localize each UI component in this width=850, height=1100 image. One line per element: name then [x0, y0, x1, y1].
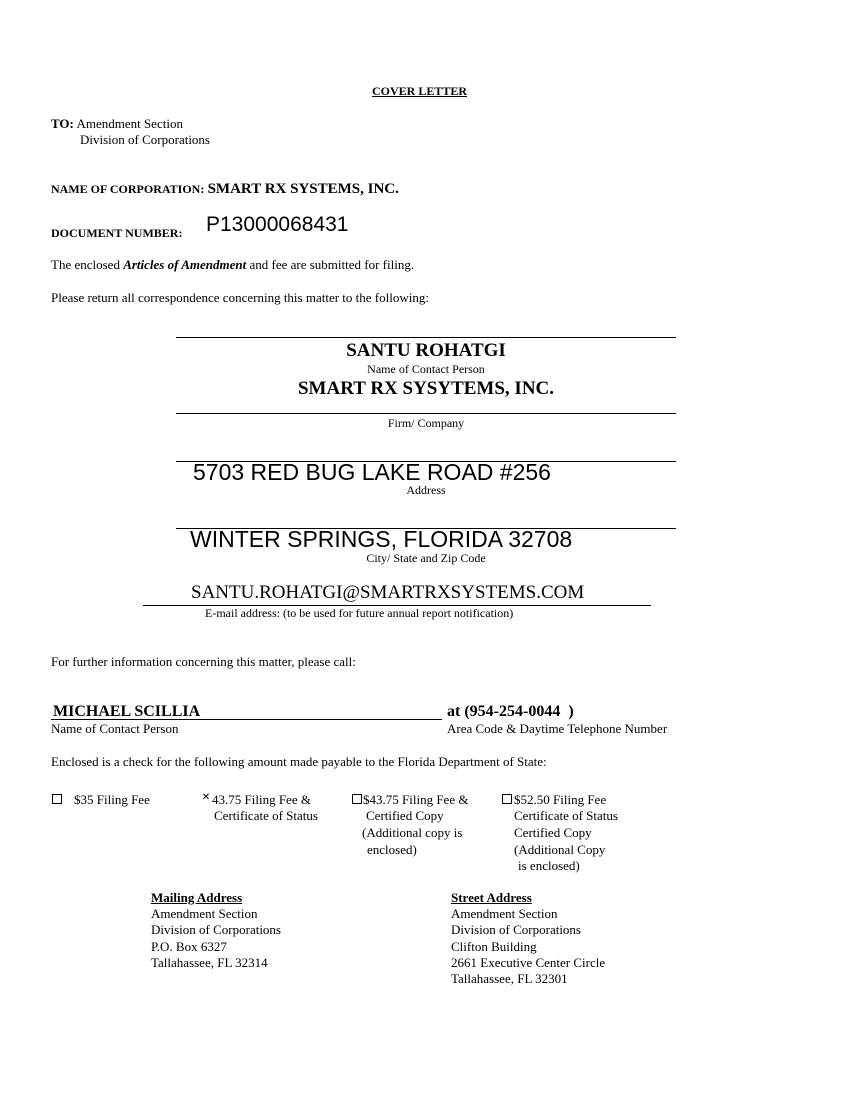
firm-underline: [176, 413, 676, 414]
fee-35-label: $35 Filing Fee: [74, 792, 150, 807]
return-instructions: Please return all correspondence concerning this matter to the following:: [51, 290, 429, 305]
to-line2: Division of Corporations: [80, 132, 210, 147]
contact-name-label: Name of Contact Person: [367, 362, 485, 376]
document-number-label: DOCUMENT NUMBER:: [51, 226, 183, 240]
to-block: [51, 116, 183, 132]
fee-checkbox-52-50[interactable]: [502, 794, 512, 804]
caller-name: MICHAEL SCILLIA: [53, 703, 201, 720]
contact-email: SANTU.ROHATGI@SMARTRXSYSTEMS.COM: [191, 582, 585, 603]
fee-52-50-line3: Certified Copy: [514, 825, 592, 840]
corporation-field: [51, 181, 399, 198]
check-statement: Enclosed is a check for the following amount made payable to the Florida Department of State:: [51, 754, 547, 769]
street-line4: 2661 Executive Center Circle: [451, 955, 606, 970]
fee-checkbox-43-75-copy[interactable]: [352, 794, 362, 804]
contact-firm: SMART RX SYSYTEMS, INC.: [297, 378, 555, 399]
caller-phone-close: ): [568, 703, 574, 720]
caller-phone-number: at (954-254-0044: [447, 703, 561, 720]
further-info: For further information concerning this matter, please call:: [51, 654, 356, 669]
contact-firm-label: Firm/ Company: [387, 416, 465, 430]
fee-43-75-copy-line2: Certified Copy: [366, 808, 444, 823]
street-line3: Clifton Building: [451, 939, 537, 954]
enclosed-after: and fee are submitted for filing.: [246, 257, 415, 272]
fee-52-50-line4: (Additional Copy: [514, 842, 606, 857]
street-line5: Tallahassee, FL 32301: [451, 971, 568, 986]
fee-43-75-copy-line3: (Additional copy is: [362, 825, 463, 840]
contact-city-label: City/ State and Zip Code: [366, 551, 486, 565]
fee-checkbox-35[interactable]: [52, 794, 62, 804]
mailing-line1: Amendment Section: [151, 906, 258, 921]
document-number-label-wrap: [51, 225, 182, 241]
contact-email-label: E-mail address: (to be used for future annual report notification): [205, 606, 514, 620]
mailing-line2: Division of Corporations: [151, 922, 281, 937]
to-label: TO:: [51, 116, 74, 131]
fee-43-75-status-line1: 43.75 Filing Fee &: [212, 792, 311, 807]
enclosed-emphasis: Articles of Amendment: [123, 257, 247, 272]
to-line1: Amendment Section: [76, 116, 183, 131]
caller-name-label: Name of Contact Person: [51, 721, 179, 736]
divider-line: [176, 337, 676, 338]
caller-underline: [51, 719, 442, 720]
contact-name: SANTU ROHATGI: [346, 340, 506, 361]
page-title: COVER LETTER: [372, 84, 468, 98]
enclosed-before: The enclosed: [51, 257, 124, 272]
mailing-line4: Tallahassee, FL 32314: [151, 955, 268, 970]
enclosed-statement: [51, 257, 414, 273]
street-line2: Division of Corporations: [451, 922, 581, 937]
caller-phone-label: Area Code & Daytime Telephone Number: [447, 721, 668, 736]
fee-52-50-line1: $52.50 Filing Fee: [514, 792, 607, 807]
fee-43-75-copy-line4: enclosed): [367, 842, 417, 857]
corporation-value: SMART RX SYSTEMS, INC.: [207, 181, 399, 197]
document-number-value: P13000068431: [206, 213, 349, 236]
contact-address-label: Address: [406, 483, 446, 497]
street-heading: Street Address: [451, 890, 532, 905]
fee-52-50-line2: Certificate of Status: [514, 808, 618, 823]
street-line1: Amendment Section: [451, 906, 558, 921]
fee-43-75-status-line2: Certificate of Status: [214, 808, 318, 823]
contact-city: WINTER SPRINGS, FLORIDA 32708: [190, 526, 573, 552]
mailing-line3: P.O. Box 6327: [151, 939, 227, 954]
corporation-label: NAME OF CORPORATION:: [51, 182, 205, 196]
caller-phone: [447, 703, 574, 721]
mailing-heading: Mailing Address: [151, 890, 243, 905]
fee-43-75-copy-line1: $43.75 Filing Fee &: [363, 792, 469, 807]
fee-52-50-line5: is enclosed): [518, 858, 580, 873]
contact-address: 5703 RED BUG LAKE ROAD #256: [193, 459, 551, 485]
fee-checkbox-43-75-status[interactable]: ✕: [201, 792, 211, 803]
